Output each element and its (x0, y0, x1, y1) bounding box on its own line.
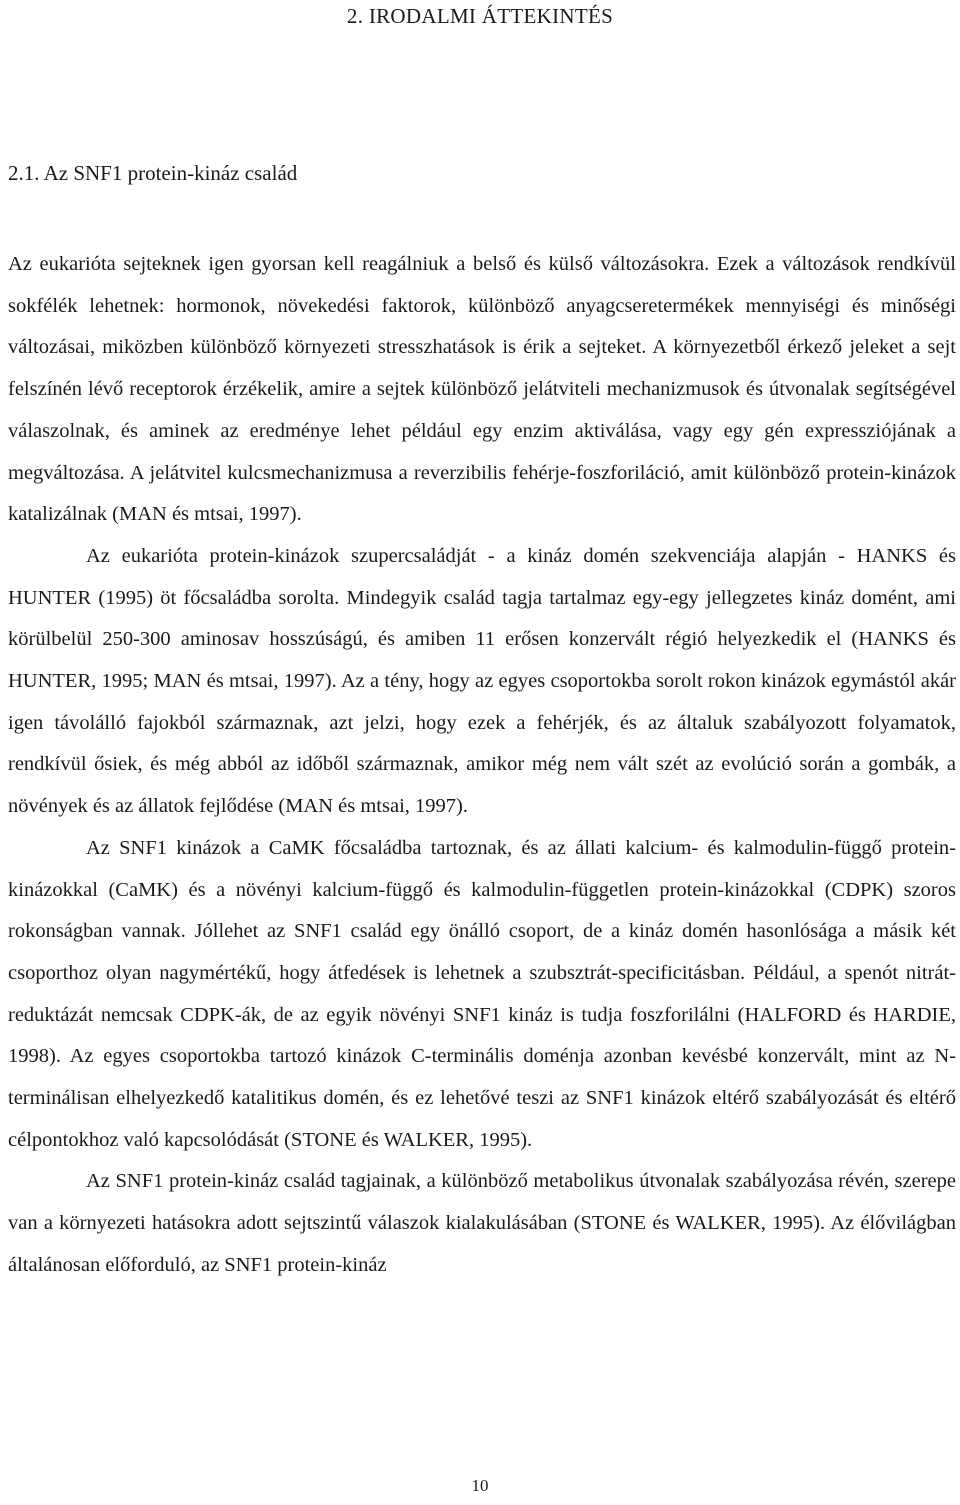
body-text (8, 244, 956, 1287)
paragraph-3: Az SNF1 kinázok a CaMK főcsaládba tartoznak, és az állati kalcium- és kalmodulin-függő protein-kinázokkal (CaMK) és a növényi kalcium-függő és kalmodulin-független protein-kinázokkal (CDPK) szoros rokonságban vannak. Jóllehet az SNF1 család egy önálló csoport, de a kináz domén hasonlósága a másik két csoporthoz olyan nagymértékű, hogy átfedések is lehetnek a szubsztrát-specificitásban. Például, a spenót nitrát-reduktázát nemcsak CDPK-ák, de az egyik növényi SNF1 kináz is tudja foszforilálni (HALFORD és HARDIE, 1998). Az egyes csoportokba tartozó kinázok C-terminális doménja azonban kevésbé konzervált, mint az N-terminálisan elhelyezkedő katalitikus domén, és ez lehetővé teszi az SNF1 kinázok eltérő szabályozását és eltérő célpontokhoz való kapcsolódását (STONE és WALKER, 1995). (8, 836, 956, 1151)
chapter-title: 2. IRODALMI ÁTTEKINTÉS (346, 4, 614, 28)
paragraph-1: Az eukarióta sejteknek igen gyorsan kell reagálniuk a belső és külső változásokra. Ezek a változások rendkívül sokfélék lehetnek: hormonok, növekedési faktorok, különböző anyagcseretermékek mennyiségi és minőségi változásai, miközben különböző környezeti stresszhatások is érik a sejteket. A környezetből érkező jeleket a sejt felszínén lévő receptorok érzékelik, amire a sejtek különböző jelátviteli mechanizmusok és útvonalak segítségével válaszolnak, és aminek az eredménye lehet például egy enzim aktiválása, vagy egy gén expressziójának a megváltozása. A jelátvitel kulcsmechanizmusa a reverzibilis fehérje-foszforiláció, amit különböző protein-kinázok katalizálnak (MAN és mtsai, 1997). (8, 253, 956, 526)
page-number: 10 (471, 1476, 489, 1495)
paragraph-4: Az SNF1 protein-kináz család tagjainak, a különböző metabolikus útvonalak szabályozása révén, szerepe van a környezeti hatásokra adott sejtszintű válaszok kialakulásában (STONE és WALKER, 1995). Az élővilágban általánosan előforduló, az SNF1 protein-kináz (8, 1170, 956, 1276)
paragraph-2: Az eukarióta protein-kinázok szupercsaládját - a kináz domén szekvenciája alapján - HANKS és HUNTER (1995) öt főcsaládba sorolta. Mindegyik család tagja tartalmaz egy-egy jellegzetes kináz domént, ami körülbelül 250-300 aminosav hosszúságú, és amiben 11 erősen konzervált régió helyezkedik el (HANKS és HUNTER, 1995; MAN és mtsai, 1997). Az a tény, hogy az egyes csoportokba sorolt rokon kinázok egymástól akár igen távolálló fajokból származnak, azt jelzi, hogy ezek a fehérjék, és az általuk szabályozott folyamatok, rendkívül ősiek, és még abból az időből származnak, amikor még nem vált szét az evolúció során a gombák, a növények és az állatok fejlődése (MAN és mtsai, 1997). (8, 544, 956, 818)
section-title: 2.1. Az SNF1 protein-kináz család (8, 161, 298, 185)
